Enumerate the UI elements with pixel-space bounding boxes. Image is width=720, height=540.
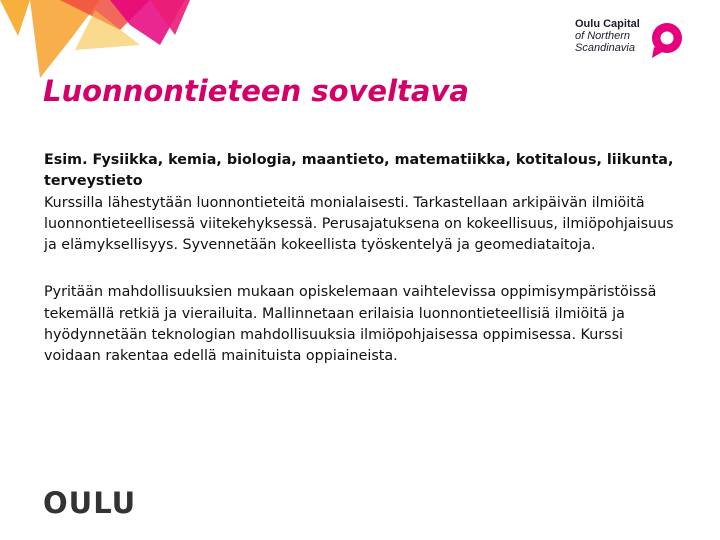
course-description-paragraph: Kurssilla lähestytään luonnontieteitä monialaisesti. Tarkastellaan arkipäivän ilmiöitä luonnontieteellisessä viitekehyksessä. Perusajatuksena on kokeellisuus, ilmiöpohjaisuus ja elämyksellisyys. Syvennetään kokeellista työskentelyä ja geomediataitoja.: [44, 194, 674, 254]
brand-logo: [575, 18, 705, 62]
subjects-paragraph: Esim. Fysiikka, kemia, biologia, maantieto, matematiikka, kotitalous, liikunta, terveystieto: [44, 152, 674, 190]
speech-bubble-icon: [648, 21, 686, 59]
brand-logo-line-2: of Northern: [575, 30, 631, 42]
slide-content: [44, 150, 684, 368]
corner-decoration: [0, 0, 190, 80]
brand-logo-text: [575, 18, 640, 54]
page-title: Luonnontieteen soveltava: [43, 74, 469, 108]
brand-logo-line-1: Oulu Capital: [575, 18, 640, 30]
brand-logo-line-3: Scandinavia: [575, 42, 635, 54]
learning-environments-paragraph: Pyritään mahdollisuuksien mukaan opiskelemaan vaihtelevissa oppimisympäristöissä tekemällä retkiä ja vierailuita. Mallinnetaan erilaisia luonnontieteellisiä ilmiöitä ja hyödynnetään teknologian mahdollisuuksia ilmiöpohjaisessa oppimisessa. Kurssi voidaan rakentaa edellä mainituista oppiaineista.: [44, 284, 657, 365]
oulu-logo: OULU: [43, 486, 137, 520]
